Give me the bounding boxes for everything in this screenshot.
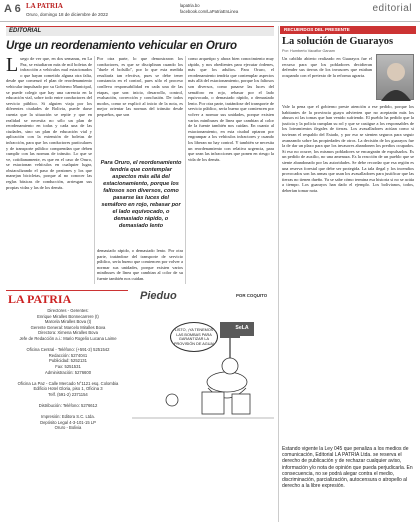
masthead-line: Redacción: 5274041: [48, 352, 88, 358]
masthead-line: Administración: 5276600: [44, 369, 92, 375]
masthead-line: Directora: Ximena Miralles Bova: [38, 330, 98, 336]
website-link[interactable]: lapatria.bo: [180, 3, 200, 8]
opinion-title: La solución de Guarayos: [282, 36, 394, 47]
masthead-line: Distribución: Teléfono: 5276612: [38, 403, 98, 409]
masthead-line: Impresión: Editora S.C. Ltda.: [41, 414, 95, 420]
cartoon-drawing-icon: [132, 290, 274, 430]
editorial-column-2-bottom: demasiado rápido, o demasiado lento. Por otra parte, tratándose del transporte de servicio público, sería bueno que comiencen por volver a normar sus unidades, porque existen varios minibuses de línea que cambian al color de su fuente también nos cuidan.: [97, 248, 183, 281]
page-header: [0, 0, 420, 22]
dropcap: L: [6, 56, 19, 76]
masthead-line: Enrique Miralles Bonnecarrere (t): [37, 313, 99, 319]
editorial-column-1: [6, 56, 92, 284]
masthead-line: Telf. (591-2) 2371154: [48, 391, 88, 397]
legal-notice: Estando vigente la Ley 045 que penaliza a los medios de comunicación, Editorial LA PATRIA Ltda. se reserva el derecho de publicación y de rechazar cualquier aviso, información y/o nota de opinión que pueda perjudicarla. En consecuencia, no se podrá alegar contra el medio, discriminación, parcialización, autocensura o atropello al derecho a la libre expresión.: [282, 446, 413, 490]
masthead-line: Marcela Miralles Bova (t): [44, 319, 92, 325]
masthead-line: Depósito Legal 4-3-101-15 LP: [40, 419, 96, 425]
column-divider: [185, 56, 186, 284]
newspaper-logo: LA PATRIA: [26, 2, 63, 10]
editorial-tag: EDITORIAL: [6, 26, 274, 36]
masthead-line: Oruro - Bolivia: [54, 425, 82, 431]
editorial-column-3: como arquetipo y ahora bien conocimiento muy rápido, y nos obedientes para ejecutar órdenes, más que los adultos. Para Oruro, el reordenamiento tendría que contemplar aspectos más allá del estacionamiento, porque los faltosos son diversos, como pasarse las luces del semáforo en rojo, rebasar por el lado equivocado, o demasiado rápido, o demasiado lento. Por otra parte, tratándose del transporte de servicio público, sería bueno que comiencen por volver a normar sus unidades, porque existen varios minibuses de línea que cambian al color de la fuente también nos cuidan. En cuanto al estacionamiento, en esta ciudad optaron por engrampar a los vehículos infractores y cuando los liberan no hay control. Y también se necesita un reordenamiento con relativa urgencia, para que sean las infracciones que ponen en riesgo la vida de los demás.: [188, 56, 274, 162]
opinion-author: Por: Humberto Vacaflor Ganam: [282, 49, 335, 53]
column-divider: [94, 56, 95, 284]
masthead-title: LA PATRIA: [8, 292, 72, 306]
masthead-line: Jefe de Redacción a.i.: Mario Rogelio Lucana Laime: [19, 335, 117, 341]
section-label: editorial: [372, 3, 412, 14]
cartoon-credit: POR COQUITO: [236, 293, 268, 298]
editorial-title: Urge un reordenamiento vehicular en Oruro: [6, 40, 237, 52]
author-photo: [376, 54, 414, 100]
masthead-line: Oficina La Paz - Calle Mercado N°1121 esq. Colombia: [17, 380, 119, 386]
masthead-line: Fax: 5251531: [55, 363, 81, 369]
cartoon-brand: Pieduo: [140, 290, 177, 302]
masthead-line: Gerente General: Marcelo Miralles Bova: [30, 324, 106, 330]
masthead-line: Edificio Hotel Gloria, piso 1, Oficina 3: [33, 386, 103, 392]
cartoon: [132, 290, 274, 430]
speech-bubble: LISTO, ¡YA TENEMOS LAS BOMBAS PARA GARANTIZAR LA PROVISIÓN DE AGUA!: [170, 322, 218, 352]
masthead-line: Publicidad: 5252131: [49, 358, 87, 364]
editorial-column-2: Por otra parte, lo que demostraron los conductores, es que se disciplinan cuando los "duele el bolsillo", por lo que esta medida resultaría tan efectiva, pues se debe tener constancia en el control, pues sólo el proceso conlleva responsabilidad en cada una de las etapas, que son: inicio, desarrollo, control, evaluación, corrección y conclusión. De todos modos, como se explicó al inicio de la nota, es mejor orientar las normas del tránsito desde pequeños, que son: [97, 56, 183, 117]
pull-quote: Para Oruro, el reordenamiento tendría que contemplar aspectos más allá del estacionamiento, porque los faltosos son diversos, como pasarse las luces del semáforo en rojo, rebasar por el lado equivocado, o demasiado rápido, o demasiado lento: [100, 160, 182, 229]
issue-date: Oruro, domingo 18 de diciembre de 2022: [26, 12, 109, 17]
author-portrait-icon: [377, 55, 415, 101]
opinion-text-body: Vale la pena que el gobierno preste atención a ese pedido, porque los habitantes de la provincia guaya advierten que no aceptarán más los abusos ni las tomas que han venido sufriendo. El pueblo ha pedido que la justicia y la policía cumplan su rol y que se castigue a los responsables de los loteamientos ilegales de tierras. Los avasalladores actúan como si tuvieran el respaldo del Estado, y por eso se sienten seguros para seguir avanzando sobre las propiedades de otros. La decisión de los guarayos fue la de dar un plazo para que los invasores abandonen los predios ocupados. Si eso no ocurre, los mismos pobladores se encargarán de expulsarlos. Es un pedido de auxilio, no una amenaza. Es la reacción de un pueblo que se siente abandonado por las autoridades. Se debe recordar que esa región es una reserva forestal que debe ser protegida. La tala ilegal y los incendios provocados son las armas que usan los avasalladores para justificar que las tierras no tienen dueño. Ya se sabe cómo termina esa historia si no se actúa a tiempo. Los guarayos han dado el ejemplo. Los bolivianos, todos, deberían tomar nota.: [282, 104, 414, 193]
masthead-line: Oficina Central - Teléfono: (+591-2) 5251542: [26, 347, 110, 353]
section-divider: [278, 26, 279, 522]
opinion-section-label: RECUERDOS DEL PRESENTE: [280, 26, 416, 34]
opinion-text-intro: Un cabildo abierto realizado en Guarayos fue el recurso para que los pobladores decidieran defender sus tierras de los invasores que estaban ocupando con el pretexto de la reforma agraria.: [282, 56, 372, 78]
page-number: A 6: [4, 3, 21, 15]
cartoon-sign: SeLA: [230, 322, 254, 336]
facebook-link[interactable]: facebook.com/LaPatriaEnLinea: [180, 9, 239, 14]
masthead-credits: [8, 308, 128, 431]
masthead-line: Directores - Gerentes:: [47, 308, 89, 313]
editorial-col1-text: uego de ver que, en dos semanas, en La Paz, se estudiaron más de mil boletas de infracción a vehículos mal estacionados o que hayan cometido alguna otra falta, desde que comenzó el plan de reordenamiento vehicular impulsado por su Gobierno Municipal, se puede colegir que hay una carencia en la educación vial, sobre todo entre conductores del servicio público. Si alguien viaja por los diferentes ciudades de Bolivia, puede darse cuenta que la situación se repite y que en realidad se necesita no sólo un plan de reordenamiento en todas y cada una de las ciudades, sino un plan de educación vial y aplicación con la extensión de boletas de infracción, para que los conductores particulares y de transporte público comprendan que deben cumplir con las normas de tránsito. Lo que se ve, cotidianamente, es que en el caso de Oruro, se estacionan vehículos en cualquier lugar, obstaculizando el paso de peatones y los que manejan bicicletas, porque al no conocer las reglas básicas de conducción, arriesgan sus propias vidas y las de los demás.: [6, 56, 92, 190]
